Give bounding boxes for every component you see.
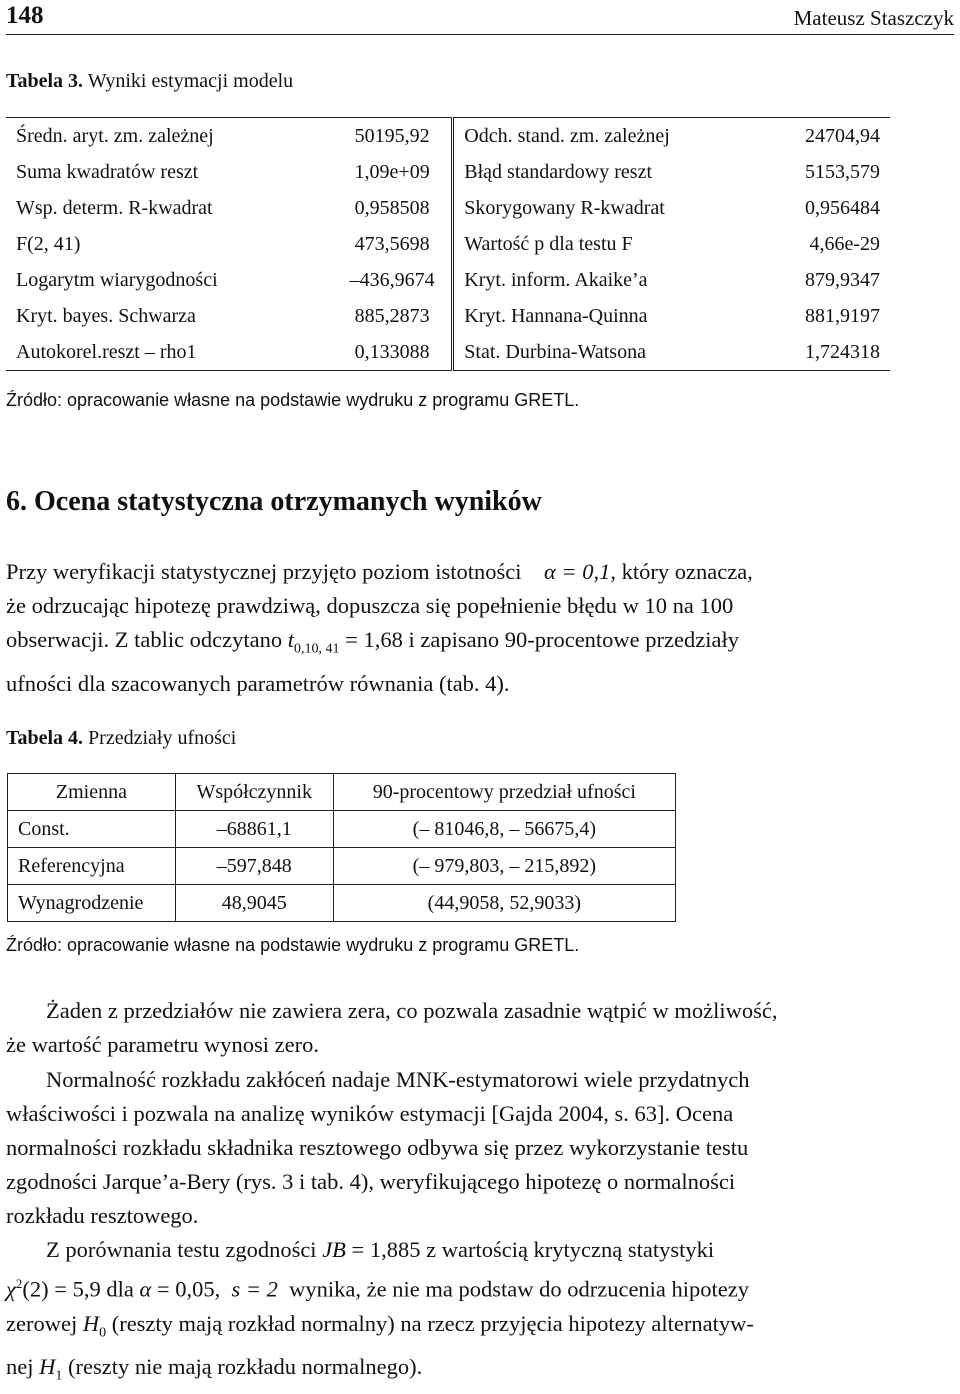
table-cell: Logarytm wiarygodności xyxy=(16,268,218,291)
table-cell: Autokorel.reszt – rho1 xyxy=(16,340,197,363)
p2-line1: Żaden z przedziałów nie zawiera zera, co pozwala zasadnie wątpić w możliwość, xyxy=(46,998,778,1023)
table-cell: 1,09e+09 xyxy=(333,154,453,190)
table-row xyxy=(6,262,890,298)
header-interval: 90-procentowy przedział ufności xyxy=(333,774,675,811)
table-cell: Referencyjna xyxy=(8,848,176,885)
table-cell: Kryt. bayes. Schwarza xyxy=(16,304,196,327)
table-row xyxy=(8,811,676,848)
table-cell: –597,848 xyxy=(175,848,333,885)
table-cell: Kryt. inform. Akaike’a xyxy=(464,268,648,291)
author-name: Mateusz Staszczyk xyxy=(793,6,954,30)
table-cell: 4,66e-29 xyxy=(809,232,880,255)
table-row xyxy=(6,118,890,155)
table-row xyxy=(6,226,890,262)
table-cell: Błąd standardowy reszt xyxy=(464,160,653,183)
alpha-value: α = 0,1, xyxy=(544,559,616,584)
table-cell: Odch. stand. zm. zależnej xyxy=(453,118,764,155)
table3-caption-text: Wyniki estymacji modelu xyxy=(87,70,294,92)
p1-line1a: Przy weryfikacji statystycznej przyjęto poziom istotności xyxy=(6,559,522,584)
p4-line1b: = 1,885 z wartością krytyczną statystyki xyxy=(351,1237,715,1262)
p4-line4a: nej xyxy=(6,1354,34,1379)
table-cell: Wynagrodzenie xyxy=(8,885,176,922)
table-cell: 879,9347 xyxy=(805,268,880,291)
table-row xyxy=(6,154,890,190)
header-variable: Zmienna xyxy=(8,774,176,811)
table-cell: Średn. aryt. zm. zależnej xyxy=(6,118,333,155)
table-cell: 5153,579 xyxy=(805,160,880,183)
p4-line3b: (reszty mają rozkład normalny) na rzecz przyjęcia hipotezy alternatyw- xyxy=(111,1310,754,1336)
table3-source: Źródło: opracowanie własne na podstawie wydruku z programu GRETL. xyxy=(6,390,580,410)
table-cell: Suma kwadratów reszt xyxy=(16,160,199,183)
p1-line2: że odrzucając hipotezę prawdziwą, dopuszcza się popełnienie błędu w 10 na 100 xyxy=(6,593,734,618)
paragraph-normality xyxy=(6,1063,956,1233)
p3-line2: właściwości i pozwala na analizę wyników estymacji [Gajda 2004, s. 63]. Ocena xyxy=(6,1101,734,1126)
table-cell: 473,5698 xyxy=(333,226,453,262)
table-cell: Kryt. Hannana-Quinna xyxy=(464,304,648,327)
table-cell: 0,133088 xyxy=(333,334,453,371)
paragraph-significance xyxy=(6,555,956,701)
table-row xyxy=(8,885,676,922)
table-cell: 1,724318 xyxy=(805,340,880,363)
table-cell: F(2, 41) xyxy=(16,232,81,255)
p3-line1: Normalność rozkładu zakłóceń nadaje MNK-estymatorowi wiele przydatnych xyxy=(46,1067,750,1092)
table-cell: Wartość p dla testu F xyxy=(464,232,633,255)
p1-line3a: obserwacji. Z tablic odczytano xyxy=(6,627,283,652)
table-cell: –68861,1 xyxy=(175,811,333,848)
running-header xyxy=(6,0,954,35)
p1-line3b: i zapisano 90-procentowe przedziały xyxy=(408,627,739,652)
table3-caption xyxy=(6,70,293,93)
t-statistic: $t_{0,10, 41} = 1,68$ xyxy=(287,627,403,657)
p1-line1b: który oznacza, xyxy=(621,559,753,584)
p2-line2: że wartość parametru wynosi zero. xyxy=(6,1032,319,1057)
h0-symbol: H xyxy=(82,1310,100,1336)
table-cell: Skorygowany R-kwadrat xyxy=(464,196,665,219)
p3-line3: normalności rozkładu składnika resztowego odbywa się przez wykorzystanie testu xyxy=(6,1135,749,1160)
table-header-row xyxy=(8,774,676,811)
table-cell: 48,9045 xyxy=(175,885,333,922)
s-equation: s = 2 xyxy=(231,1276,278,1302)
alpha-symbol: α xyxy=(139,1276,152,1302)
p3-line5: rozkładu resztowego. xyxy=(6,1203,199,1228)
section-title: 6. Ocena statystyczna otrzymanych wyników xyxy=(6,486,542,517)
table-row xyxy=(6,334,890,371)
p1-line4: ufności dla szacowanych parametrów równania (tab. 4). xyxy=(6,670,510,696)
confidence-intervals-table xyxy=(7,773,676,922)
table4-caption-text: Przedziały ufności xyxy=(88,727,237,749)
table-row xyxy=(6,298,890,334)
p4-line3a: zerowej xyxy=(6,1310,78,1336)
table-cell: (– 81046,8, – 56675,4) xyxy=(333,811,675,848)
table-cell: Stat. Durbina-Watsona xyxy=(464,340,646,363)
estimation-results-table xyxy=(6,117,890,371)
table-cell: –436,9674 xyxy=(333,262,453,298)
table-cell: 881,9197 xyxy=(805,304,880,327)
table-cell: 24704,94 xyxy=(764,118,890,155)
h1-symbol: H xyxy=(39,1354,56,1379)
paragraph-zero xyxy=(6,994,956,1062)
table-cell: (– 979,803, – 215,892) xyxy=(333,848,675,885)
table4-source: Źródło: opracowanie własne na podstawie wydruku z programu GRETL. xyxy=(6,935,580,955)
table-row xyxy=(8,848,676,885)
table-cell: 0,958508 xyxy=(333,190,453,226)
table-row xyxy=(6,190,890,226)
table4-caption-label: Tabela 4. xyxy=(6,727,84,749)
page-number: 148 xyxy=(6,2,44,29)
table-cell: Const. xyxy=(8,811,176,848)
chi-symbol: χ xyxy=(6,1276,16,1302)
p4-line2c: wynika, że nie ma podstaw do odrzucenia hipotezy xyxy=(289,1276,750,1302)
table-cell: 885,2873 xyxy=(333,298,453,334)
jb-symbol: JB xyxy=(322,1237,346,1262)
table-cell: 0,956484 xyxy=(805,196,880,219)
p4-line4b: (reszty nie mają rozkładu normalnego). xyxy=(68,1354,423,1379)
p4-line2b: = 0,05, xyxy=(156,1276,221,1302)
table-cell: (44,9058, 52,9033) xyxy=(333,885,675,922)
table-cell: 50195,92 xyxy=(333,118,453,155)
table-cell: Wsp. determ. R-kwadrat xyxy=(16,196,213,219)
table4-caption xyxy=(6,727,236,750)
p4-line1a: Z porównania testu zgodności xyxy=(46,1237,317,1262)
p3-line4: zgodności Jarque’a-Bery (rys. 3 i tab. 4), weryfikującego hipotezę o normalności xyxy=(6,1169,736,1194)
p4-line2a: (2) = 5,9 dla xyxy=(22,1276,134,1302)
header-coefficient: Współczynnik xyxy=(175,774,333,811)
paragraph-jarque-bera: Z porównania testu zgodności JB = 1,885 z wartością krytyczną statystyki $\chi^2(2) = 5,9$ dla α = 0,05, s = 2 wynika, że nie ma podstaw do odrzucenia hipotezy zerowej $H_0$ (reszty mają rozkład normalny) na rzecz przyjęcia hipotezy alternatyw- nej $H_1$ (reszty nie mają rozkładu normalnego). xyxy=(6,1237,754,1384)
table3-caption-label: Tabela 3. xyxy=(6,70,84,92)
